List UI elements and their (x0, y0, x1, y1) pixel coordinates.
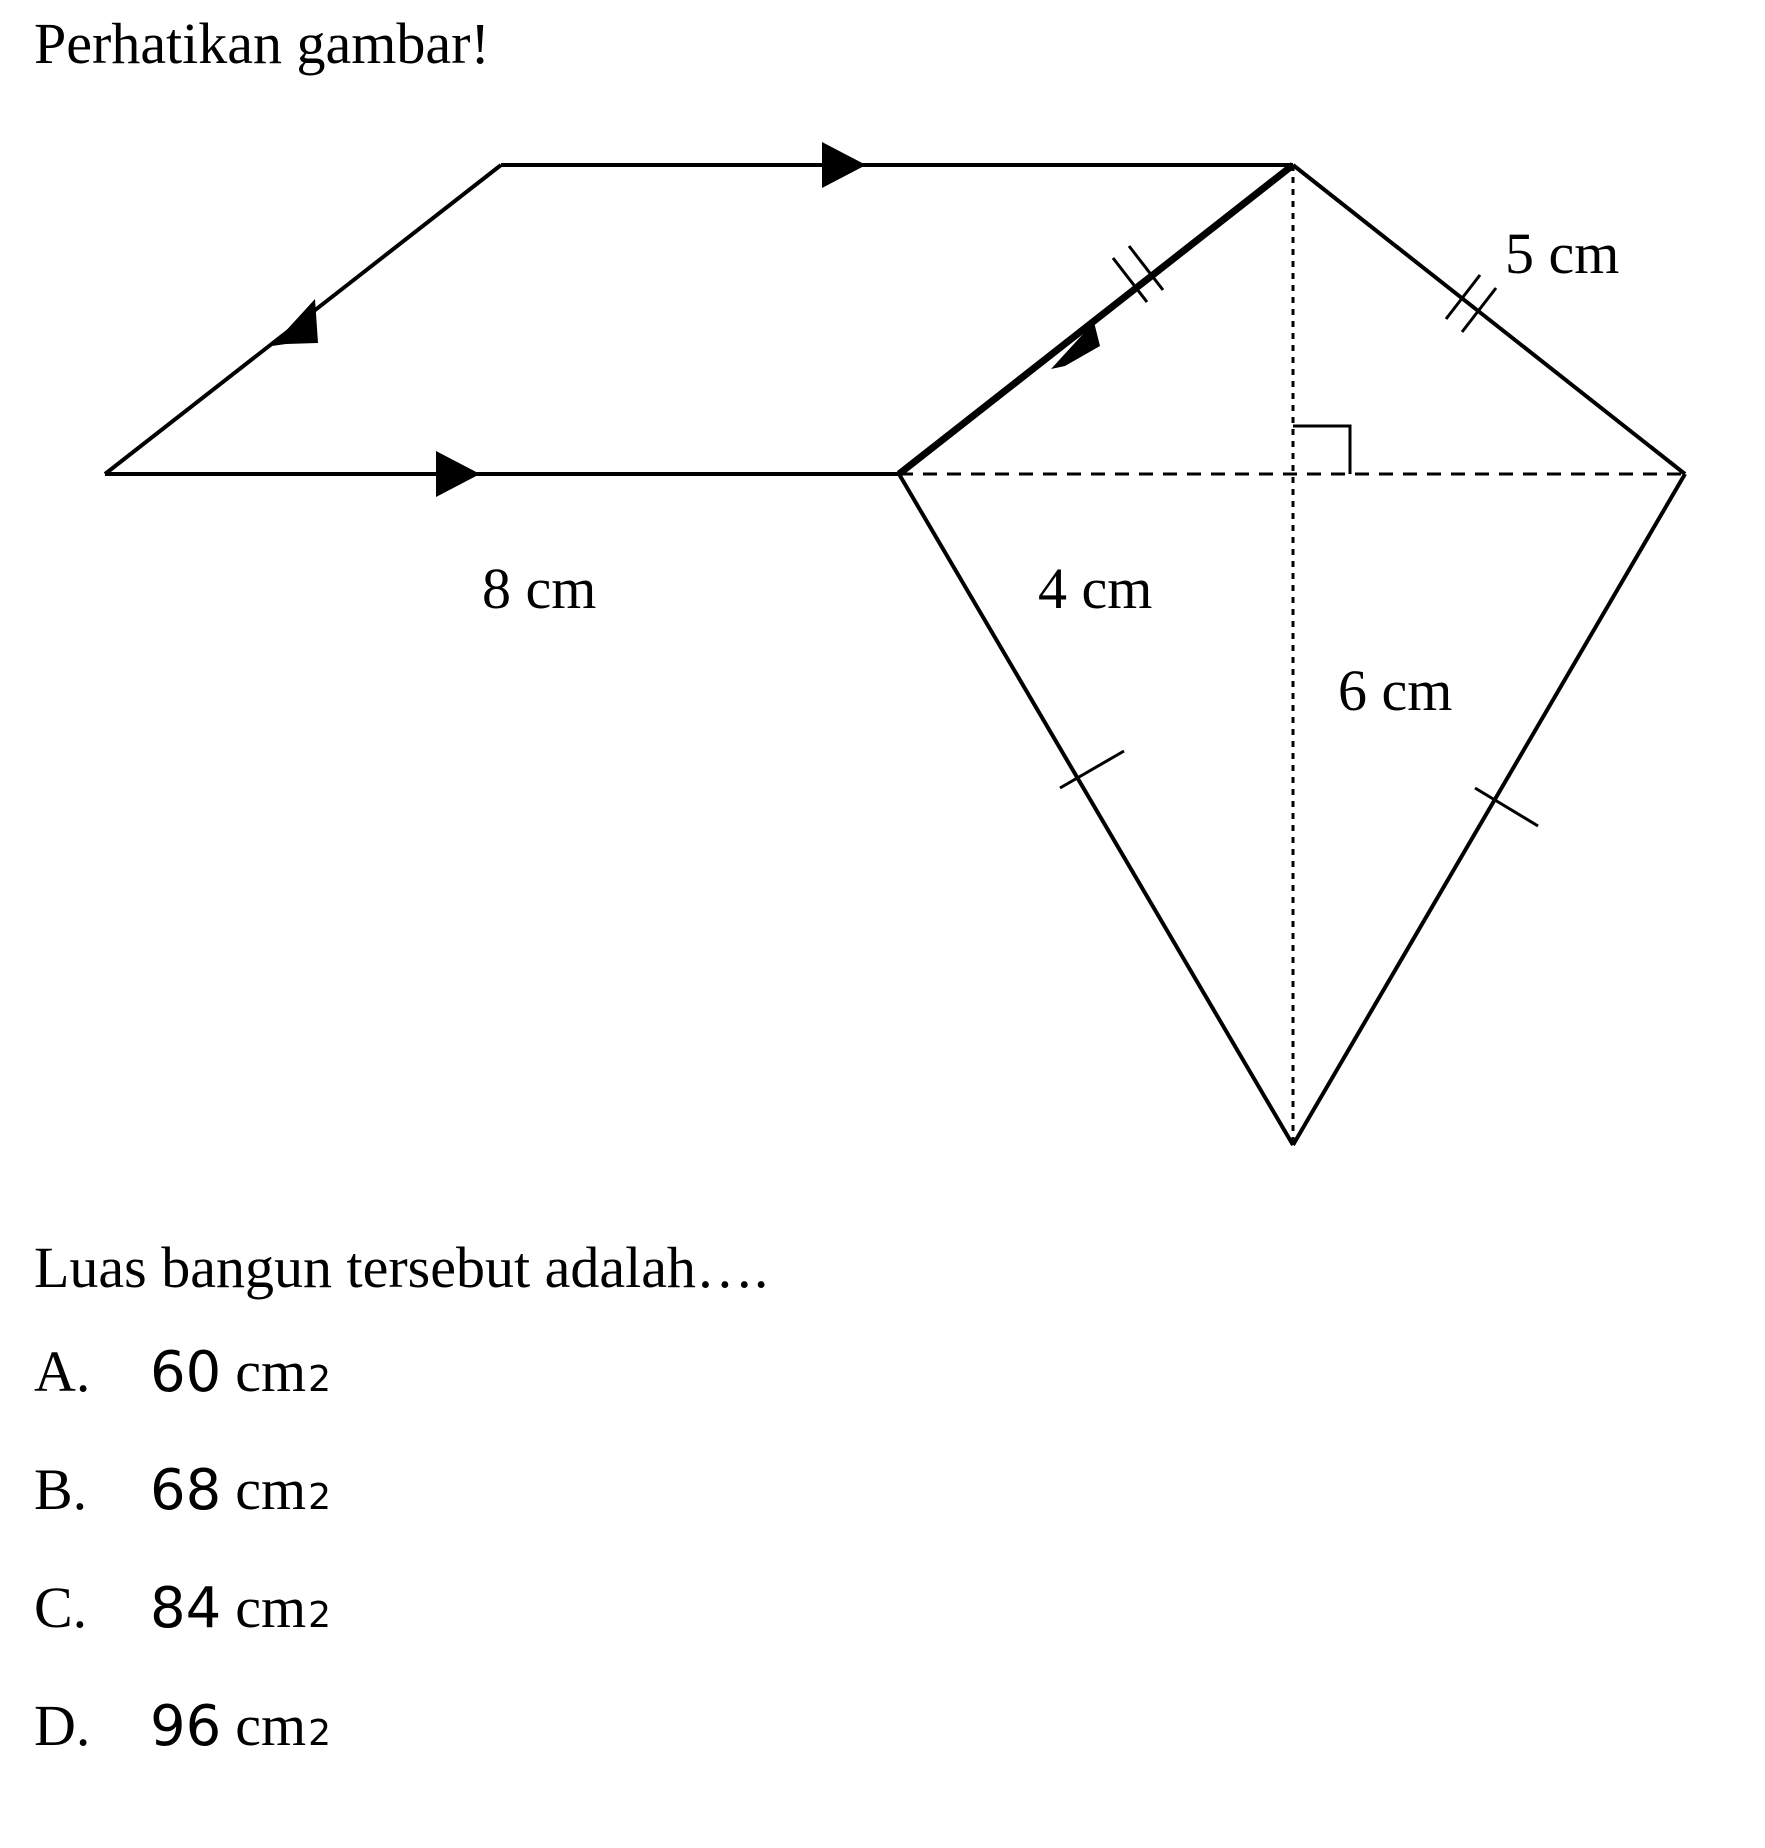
single-tick-marks (1060, 751, 1538, 826)
tick-upper-right-1 (1446, 275, 1480, 319)
option-value: 60 (150, 1340, 222, 1405)
kite-upper-right-edge (1293, 165, 1685, 474)
kite-diagonals (899, 165, 1685, 1145)
tick-lower-left (1060, 751, 1124, 788)
option-d[interactable] (34, 1692, 331, 1810)
option-exponent: 2 (308, 1359, 332, 1400)
option-value: 84 (150, 1576, 222, 1641)
tick-upper-right-2 (1462, 288, 1496, 332)
option-letter: C. (34, 1575, 88, 1640)
answer-options (34, 1338, 331, 1810)
arrow-marker-top (822, 142, 866, 188)
right-angle-marker (1293, 426, 1350, 474)
option-value: 68 (150, 1458, 222, 1523)
parallel-arrow-markers (272, 142, 1100, 497)
option-unit: cm (235, 1575, 307, 1640)
option-letter: D. (34, 1693, 91, 1758)
kite-lower-right-edge (1293, 474, 1685, 1145)
option-exponent: 2 (308, 1595, 332, 1636)
parallelogram (105, 165, 1293, 474)
arrow-marker-left (272, 299, 318, 346)
option-unit: cm (235, 1339, 307, 1404)
option-unit: cm (235, 1693, 307, 1758)
option-b[interactable] (34, 1456, 331, 1574)
question-title: Perhatikan gambar! (34, 11, 490, 76)
option-exponent: 2 (308, 1713, 332, 1754)
label-kite-diagonal-upper: 4 cm (1038, 556, 1153, 621)
option-exponent: 2 (308, 1477, 332, 1518)
option-value: 96 (150, 1694, 222, 1759)
option-letter: A. (34, 1339, 91, 1404)
option-letter: B. (34, 1457, 88, 1522)
question-text: Luas bangun tersebut adalah…. (34, 1235, 769, 1300)
label-parallelogram-base: 8 cm (482, 556, 597, 621)
option-a[interactable] (34, 1338, 331, 1456)
label-kite-diagonal-lower: 6 cm (1338, 658, 1453, 723)
option-c[interactable] (34, 1574, 331, 1692)
option-unit: cm (235, 1457, 307, 1522)
label-kite-short-side: 5 cm (1505, 221, 1620, 286)
arrow-marker-bottom (436, 451, 480, 497)
parallelogram-right-edge (899, 165, 1293, 474)
